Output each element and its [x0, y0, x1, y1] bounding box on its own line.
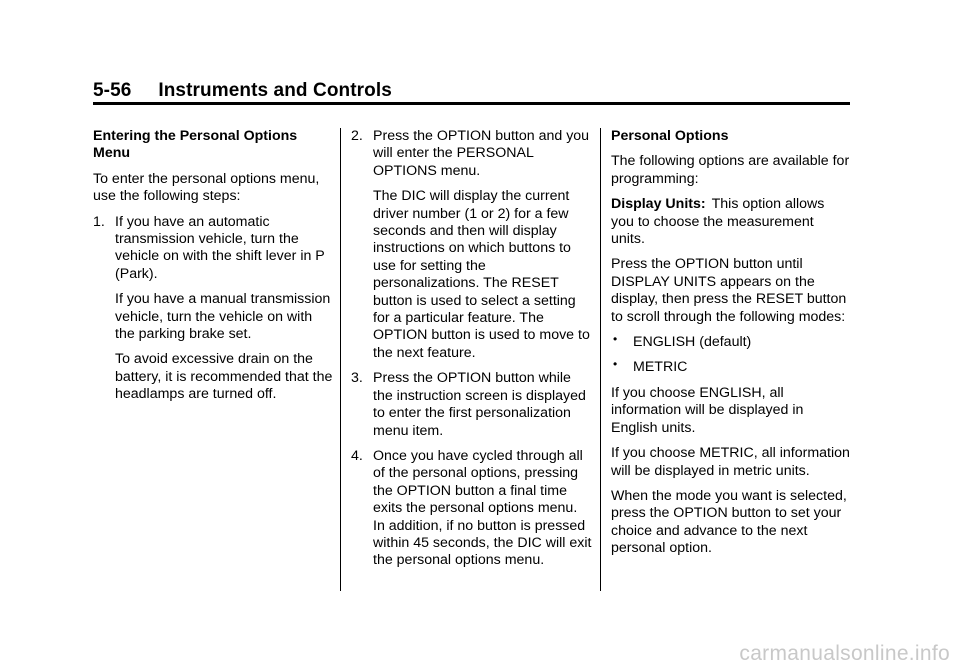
column-divider-1 [340, 128, 341, 591]
step-4 [351, 448, 593, 570]
step-number: 3. [351, 370, 363, 387]
section-heading-personal-options: Personal Options [611, 128, 729, 144]
step-text: Press the OPTION button and you will enter the PERSONAL OPTIONS menu. [373, 128, 590, 179]
intro-text: To enter the personal options menu, use the following steps: [93, 170, 320, 205]
display-units-description: This option allows you to choose the measurement units. [611, 196, 825, 248]
options-intro-text: The following options are available for programming: [611, 153, 850, 187]
step-text: If you have an automatic transmission vehicle, turn the vehicle on with the shift lever in P (Park). [115, 213, 325, 282]
bullet-icon: • [613, 357, 618, 372]
section-heading-entering-menu: Entering the Personal Options Menu [93, 128, 298, 162]
header-rule [93, 102, 850, 105]
step-3 [351, 370, 593, 440]
step-1-battery-text: To avoid excessive drain on the battery, it is recommended that the headlamps are turned off. [115, 351, 333, 403]
column-1 [93, 128, 333, 412]
page-header: 5-56 Instruments and Controls [93, 80, 392, 101]
mode-list [611, 334, 851, 377]
step-2-line [351, 128, 593, 180]
step-text: Press the OPTION button while the instruction screen is displayed to enter the first personalization menu item. [373, 370, 586, 439]
display-units-paragraph [611, 196, 851, 248]
english-info-text: If you choose ENGLISH, all information will be displayed in English units. [611, 384, 804, 436]
step-3-line [351, 370, 593, 440]
column-2 [351, 128, 593, 578]
metric-info-text: If you choose METRIC, all information will be displayed in metric units. [611, 445, 850, 479]
list-item [611, 359, 851, 376]
step-4-line [351, 448, 593, 570]
step-2-dic-text: The DIC will display the current driver number (1 or 2) for a few seconds and then will display instructions on which buttons to use for setting the personalizations. The RESET button is used to select a setting for a particular feature. The OPTION button is used to move to the next feature. [373, 188, 590, 361]
bullet-icon: • [613, 332, 618, 347]
step-1-line [93, 214, 333, 284]
list-item-text: ENGLISH (default) [633, 334, 752, 351]
step-number: 1. [93, 213, 105, 230]
column-3 [611, 128, 851, 566]
step-number: 2. [351, 128, 363, 144]
option-button-instructions: Press the OPTION button until DISPLAY UNITS appears on the display, then press the RESET button to scroll through the following modes: [611, 256, 847, 325]
watermark: carmanualsonline.info [739, 642, 950, 665]
step-1 [93, 214, 333, 404]
confirm-choice-text: When the mode you want is selected, press the OPTION button to set your choice and advance to the next personal option. [611, 487, 847, 557]
step-1-manual-text: If you have a manual transmission vehicle, turn the vehicle on with the parking brake set. [115, 291, 331, 343]
column-divider-2 [600, 128, 601, 591]
step-2 [351, 128, 593, 362]
step-number: 4. [351, 447, 363, 464]
list-item [611, 334, 851, 351]
step-text: Once you have cycled through all of the personal options, pressing the OPTION button a final time exits the personal options menu. In addition, if no button is pressed within 45 seconds, the DIC will exit the personal options menu. [373, 447, 592, 569]
display-units-term: Display Units: [611, 196, 706, 213]
list-item-text: METRIC [633, 359, 688, 376]
